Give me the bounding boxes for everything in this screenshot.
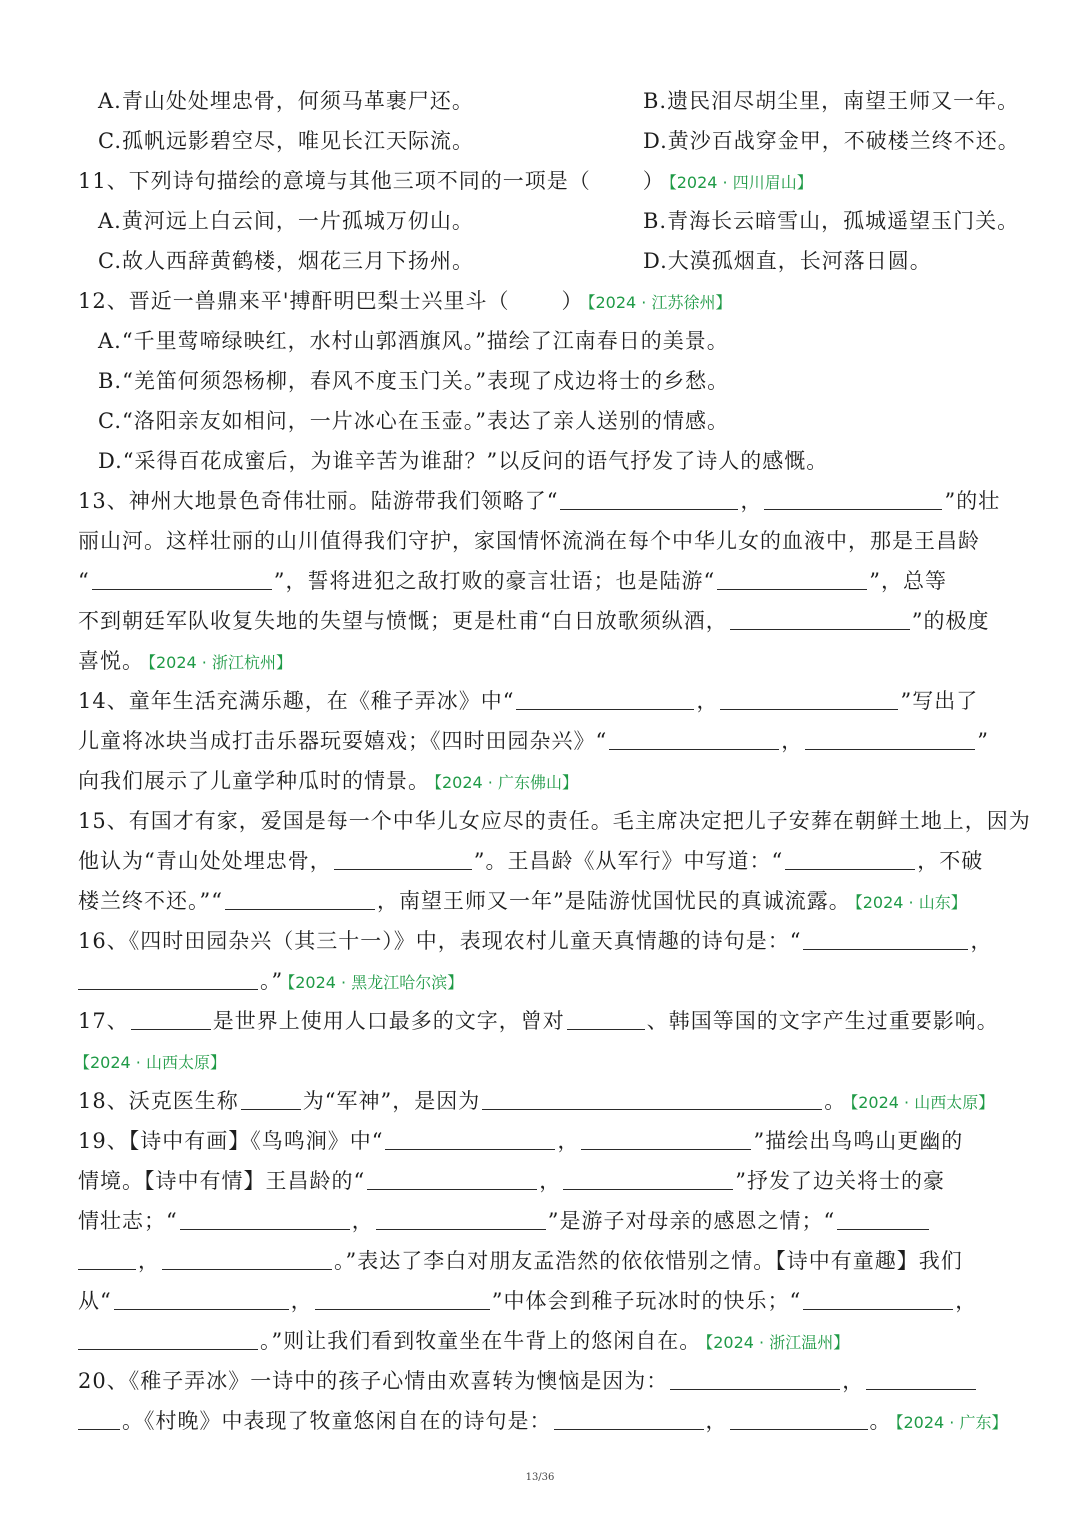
q19-blank-8[interactable] (162, 1247, 332, 1270)
q20-text-2b: ， (705, 1409, 728, 1433)
q15-source-tag: 【2024 · 山东】 (854, 893, 967, 912)
q10-option-c: C.孤帆远影碧空尽，唯见长江天际流。 (98, 129, 474, 153)
q12-close-paren: ） (561, 289, 584, 313)
q20-blank-4[interactable] (730, 1407, 868, 1430)
q19-text-5a: 从“ (78, 1289, 112, 1313)
q20-blank-1[interactable] (670, 1367, 840, 1390)
q15-text-2c: ，不破 (917, 849, 984, 873)
q11-close-paren: ） (642, 169, 665, 193)
q13-blank-3[interactable] (92, 567, 272, 590)
q19-blank-12[interactable] (78, 1327, 258, 1350)
q14-line2 (78, 726, 1004, 756)
q17-line1 (78, 1006, 1004, 1036)
q16-text-1b: ， (970, 929, 993, 953)
q19-source-tag: 【2024 · 浙江温州】 (705, 1333, 850, 1352)
q19-text-1c: ”描绘出鸟鸣山更幽的 (753, 1129, 964, 1153)
q15-text-2b: ”。王昌龄《从军行》中写道：“ (473, 849, 784, 873)
q13-text-4b: ”的极度 (911, 609, 990, 633)
q13-line5 (78, 646, 1004, 678)
q19-line1 (78, 1126, 1004, 1156)
q19-text-3c: ”是游子对母亲的感恩之情；“ (547, 1209, 836, 1233)
q11-option-a: A.黄河远上白云间，一片孤城万仞山。 (98, 209, 474, 233)
q14-blank-4[interactable] (805, 727, 975, 750)
q11-stem (78, 166, 1004, 198)
q18-text-c: 。 (824, 1089, 847, 1113)
q19-text-1b: ， (557, 1129, 580, 1153)
q18-blank-1[interactable] (241, 1087, 301, 1110)
q11-option-c: C.故人西辞黄鹤楼，烟花三月下扬州。 (98, 249, 474, 273)
q19-line2 (78, 1166, 1004, 1196)
q19-blank-1[interactable] (385, 1127, 555, 1150)
q12-option-a: A.“千里莺啼绿映红，水村山郭酒旗风。”描绘了江南春日的美景。 (98, 329, 729, 353)
q20-text-2a: 。《村晚》中表现了牧童悠闲自在的诗句是： (122, 1409, 552, 1433)
q13-text-4a: 不到朝廷军队收复失地的失望与愤慨；更是杜甫“白日放歌须纵酒， (78, 609, 728, 633)
q19-blank-10[interactable] (315, 1287, 490, 1310)
q11-row1 (98, 206, 1020, 236)
q17-text-c: 、韩国等国的文字产生过重要影响。 (646, 1009, 999, 1033)
q11-source-tag: 【2024 · 四川眉山】 (668, 173, 813, 192)
q16-text-2: 。” (260, 969, 284, 993)
q20-blank-3[interactable] (554, 1407, 704, 1430)
q16-text-1a: 16、《四时田园杂兴（其三十一）》中，表现农村儿童天真情趣的诗句是：“ (78, 929, 802, 953)
q13-line4 (78, 606, 1004, 636)
q13-line2: 丽山河。这样壮丽的山川值得我们守护，家国情怀流淌在每个中华儿女的血液中，那是王昌龄 (78, 529, 980, 553)
q17-text-b: 是世界上使用人口最多的文字，曾对 (212, 1009, 565, 1033)
q19-blank-7a[interactable] (837, 1207, 929, 1230)
q10-option-d: D.黄沙百战穿金甲，不破楼兰终不还。 (643, 129, 1020, 153)
q20-line1 (78, 1366, 1004, 1396)
q12-option-c: C.“洛阳亲友如相问，一片冰心在玉壶。”表达了亲人送别的情感。 (98, 409, 729, 433)
page-number: 13/36 (525, 1472, 555, 1483)
q20-blank-2b[interactable] (78, 1407, 120, 1430)
q19-text-5b: ， (290, 1289, 313, 1313)
q13-blank-2[interactable] (764, 487, 942, 510)
q19-text-3b: ， (351, 1209, 374, 1233)
q19-blank-4[interactable] (563, 1167, 733, 1190)
q14-text-1a: 14、童年生活充满乐趣，在《稚子弄冰》中“ (78, 689, 515, 713)
q11-row2 (98, 246, 1004, 276)
q15-blank-3[interactable] (225, 887, 375, 910)
q15-text-2a: 他认为“青山处处埋忠骨， (78, 849, 332, 873)
q13-blank-1[interactable] (560, 487, 738, 510)
q13-text-3b: ”，誓将进犯之敌打败的豪言壮语；也是陆游“ (273, 569, 716, 593)
q19-blank-2[interactable] (581, 1127, 751, 1150)
q14-text-3: 向我们展示了儿童学种瓜时的情景。 (78, 769, 430, 793)
q13-text-3c: ”，总等 (869, 569, 947, 593)
q14-source-tag: 【2024 · 广东佛山】 (434, 773, 578, 792)
q14-text-2c: ” (977, 729, 989, 753)
q18-text-b: 为“军神”，是因为 (302, 1089, 481, 1113)
q19-text-6: 。”则让我们看到牧童坐在牛背上的悠闲自在。 (260, 1329, 702, 1353)
q19-text-2b: ， (539, 1169, 562, 1193)
q14-text-2a: 儿童将冰块当成打击乐器玩耍嬉戏；《四时田园杂兴》“ (78, 729, 608, 753)
q17-blank-2[interactable] (567, 1007, 645, 1030)
q20-blank-2a[interactable] (866, 1367, 976, 1390)
q17-line2 (74, 1046, 1004, 1078)
q20-text-2c: 。 (869, 1409, 892, 1433)
q12-stem-text: 12、晋近一兽鼎来平'搏酐明巴梨士兴里斗（ (78, 289, 510, 313)
q12-option-b: B.“羌笛何须怨杨柳，春风不度玉门关。”表现了戍边将士的乡愁。 (98, 369, 730, 393)
q13-text-1c: ”的壮 (944, 489, 1001, 513)
q19-blank-3[interactable] (367, 1167, 537, 1190)
q19-text-5d: ， (955, 1289, 978, 1313)
q19-line5 (78, 1286, 1004, 1316)
q15-text-3b: ，南望王师又一年”是陆游忧国忧民的真诚流露。 (376, 889, 851, 913)
q16-blank-1[interactable] (803, 927, 968, 950)
q18-blank-2[interactable] (482, 1087, 822, 1110)
q12-stem (78, 286, 1004, 318)
q11-stem-text: 11、下列诗句描绘的意境与其他三项不同的一项是（ (78, 169, 591, 193)
q19-line4 (78, 1246, 1004, 1276)
q14-text-1b: ， (696, 689, 719, 713)
q15-blank-2[interactable] (785, 847, 915, 870)
q15-line2 (78, 846, 1004, 876)
q20-source-tag: 【2024 · 广东】 (895, 1413, 1008, 1432)
q14-line1 (78, 686, 1004, 716)
q19-text-3a: 情壮志；“ (78, 1209, 178, 1233)
q18-line1 (78, 1086, 1004, 1118)
q13-text-3a: “ (78, 569, 90, 593)
q13-text-1b: ， (740, 489, 763, 513)
q11-option-b: B.青海长云暗雪山，孤城遥望玉门关。 (643, 209, 1020, 233)
q19-text-4b: 。”表达了李白对朋友孟浩然的依依惜别之情。【诗中有童趣】我们 (334, 1249, 963, 1273)
q15-blank-1[interactable] (334, 847, 472, 870)
q19-text-2c: ”抒发了边关将士的豪 (735, 1169, 945, 1193)
q19-text-1a: 19、【诗中有画】《鸟鸣涧》中“ (78, 1129, 384, 1153)
q14-blank-1[interactable] (516, 687, 694, 710)
q16-source-tag: 【2024 · 黑龙江哈尔滨】 (287, 973, 464, 992)
q13-source-tag: 【2024 · 浙江杭州】 (148, 653, 292, 672)
q13-blank-5[interactable] (730, 607, 910, 630)
q13-text-5: 喜悦。 (78, 649, 144, 673)
q10-row2 (98, 126, 1020, 156)
q20-text-1a: 20、《稚子弄冰》一诗中的孩子心情由欢喜转为懊恼是因为： (78, 1369, 669, 1393)
q19-text-4a: ， (138, 1249, 160, 1273)
q12-option-d: D.“采得百花成蜜后，为谁辛苦为谁甜？”以反问的语气抒发了诗人的感慨。 (98, 449, 829, 473)
q14-line3 (78, 766, 1004, 798)
q15-line1: 15、有国才有家，爱国是每一个中华儿女应尽的责任。毛主席决定把儿子安葬在朝鲜土地上，因为 (78, 809, 1031, 833)
q19-text-5c: ”中体会到稚子玩冰时的快乐；“ (491, 1289, 802, 1313)
q16-line1 (78, 926, 1004, 956)
q15-text-3a: 楼兰终不还。”“ (78, 889, 223, 913)
q17-source-tag: 【2024 · 山西太原】 (74, 1053, 226, 1072)
q19-text-2a: 情境。【诗中有情】王昌龄的“ (78, 1169, 366, 1193)
q13-blank-4[interactable] (717, 567, 867, 590)
q16-line2 (78, 966, 1004, 998)
q20-line2 (78, 1406, 1008, 1438)
q19-blank-11[interactable] (803, 1287, 953, 1310)
q13-line3 (78, 566, 1004, 596)
q12-source-tag: 【2024 · 江苏徐州】 (587, 293, 732, 312)
q10-row1 (98, 86, 1020, 116)
q18-text-a: 18、沃克医生称 (78, 1089, 239, 1113)
q15-line3 (78, 886, 1004, 918)
q14-blank-2[interactable] (720, 687, 898, 710)
q17-text-a: 17、 (78, 1009, 129, 1033)
q10-option-b: B.遗民泪尽胡尘里，南望王师又一年。 (643, 89, 1020, 113)
q11-option-d: D.大漠孤烟直，长河落日圆。 (643, 249, 932, 273)
q19-blank-7b[interactable] (78, 1247, 136, 1270)
q20-text-1b: ， (842, 1369, 865, 1393)
q19-blank-5[interactable] (180, 1207, 350, 1230)
q19-line6 (78, 1326, 1004, 1358)
q19-blank-9[interactable] (114, 1287, 289, 1310)
q14-blank-3[interactable] (609, 727, 779, 750)
q19-line3 (78, 1206, 1004, 1236)
q10-option-a: A.青山处处埋忠骨，何须马革裹尸还。 (98, 89, 474, 113)
q16-blank-2[interactable] (78, 967, 258, 990)
q13-text-1a: 13、神州大地景色奇伟壮丽。陆游带我们领略了“ (78, 489, 559, 513)
q14-text-1c: ”写出了 (900, 689, 979, 713)
q19-blank-6[interactable] (376, 1207, 546, 1230)
q13-line1 (78, 486, 1004, 516)
q18-source-tag: 【2024 · 山西太原】 (850, 1093, 995, 1112)
q17-blank-1[interactable] (131, 1007, 211, 1030)
q14-text-2b: ， (781, 729, 804, 753)
